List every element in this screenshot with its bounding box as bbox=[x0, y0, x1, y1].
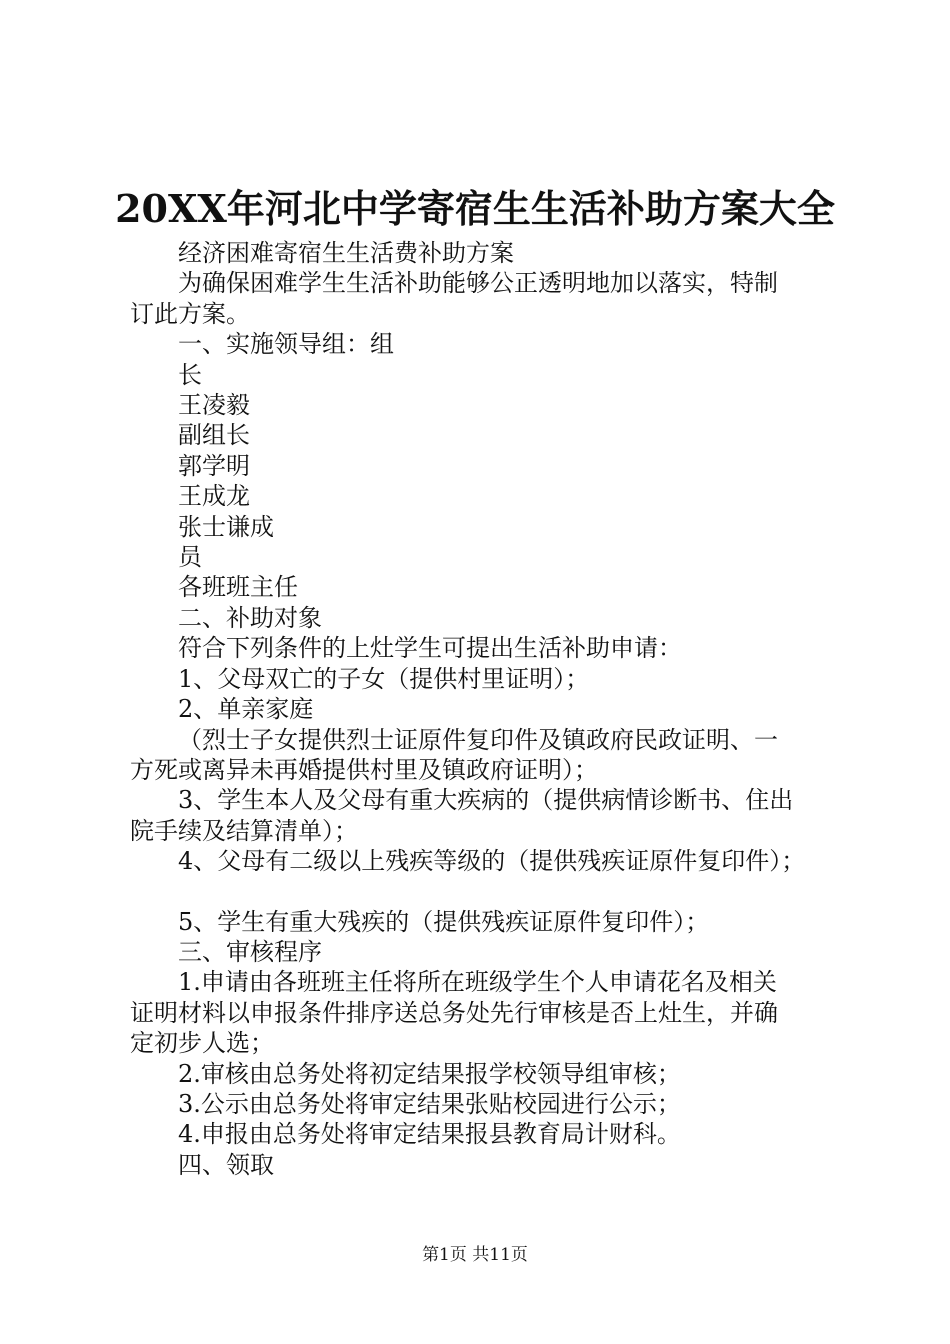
list-item: 1、父母双亡的子女（提供村里证明）； bbox=[178, 664, 590, 693]
paragraph-line: 员 bbox=[178, 543, 202, 572]
paragraph-line: 定初步人选； bbox=[130, 1029, 274, 1058]
list-item: 5、学生有重大残疾的（提供残疾证原件复印件）； bbox=[178, 907, 710, 936]
list-item: 4.申报由总务处将审定结果报县教育局计财科。 bbox=[178, 1120, 681, 1149]
section-heading: 二、补助对象 bbox=[178, 603, 322, 632]
paragraph-line: 长 bbox=[178, 360, 202, 389]
section-heading: 三、审核程序 bbox=[178, 937, 322, 966]
list-item: 3、学生本人及父母有重大疾病的（提供病情诊断书、住出 bbox=[178, 786, 794, 815]
paragraph-line: 院手续及结算清单）； bbox=[130, 816, 358, 845]
paragraph-line: 副组长 bbox=[178, 421, 250, 450]
section-heading: 四、领取 bbox=[178, 1150, 274, 1179]
list-item: 1.申请由各班班主任将所在班级学生个人申请花名及相关 bbox=[178, 968, 777, 997]
page-footer: 第1页 共11页 bbox=[422, 1245, 528, 1265]
paragraph-line: 郭学明 bbox=[178, 451, 250, 480]
paragraph-line: 符合下列条件的上灶学生可提出生活补助申请： bbox=[178, 634, 682, 663]
subtitle-line: 经济困难寄宿生生活费补助方案 bbox=[178, 239, 514, 267]
paragraph-line: 为确保困难学生生活补助能够公正透明地加以落实，特制 bbox=[178, 269, 778, 298]
section-heading: 一、实施领导组：组 bbox=[178, 330, 394, 359]
page-title: 20XX年河北中学寄宿生生活补助方案大全 bbox=[115, 186, 835, 231]
paragraph-line: 王成龙 bbox=[178, 482, 250, 511]
list-item: 4、父母有二级以上残疾等级的（提供残疾证原件复印件）； bbox=[178, 847, 806, 876]
list-item: 3.公示由总务处将审定结果张贴校园进行公示； bbox=[178, 1089, 681, 1118]
paragraph-line: 王凌毅 bbox=[178, 391, 250, 420]
paragraph-line: 证明材料以申报条件排序送总务处先行审核是否上灶生，并确 bbox=[130, 998, 778, 1027]
paragraph-line: 张士谦成 bbox=[178, 512, 274, 541]
list-item: 2、单亲家庭 bbox=[178, 695, 314, 724]
paragraph-line: 各班班主任 bbox=[178, 573, 298, 602]
paragraph-line: 订此方案。 bbox=[130, 299, 250, 328]
paragraph-line: 方死或离异未再婚提供村里及镇政府证明）； bbox=[130, 755, 598, 784]
paragraph-line: （烈士子女提供烈士证原件复印件及镇政府民政证明、一 bbox=[178, 725, 778, 754]
list-item: 2.审核由总务处将初定结果报学校领导组审核； bbox=[178, 1059, 681, 1088]
document-body bbox=[130, 238, 830, 1180]
